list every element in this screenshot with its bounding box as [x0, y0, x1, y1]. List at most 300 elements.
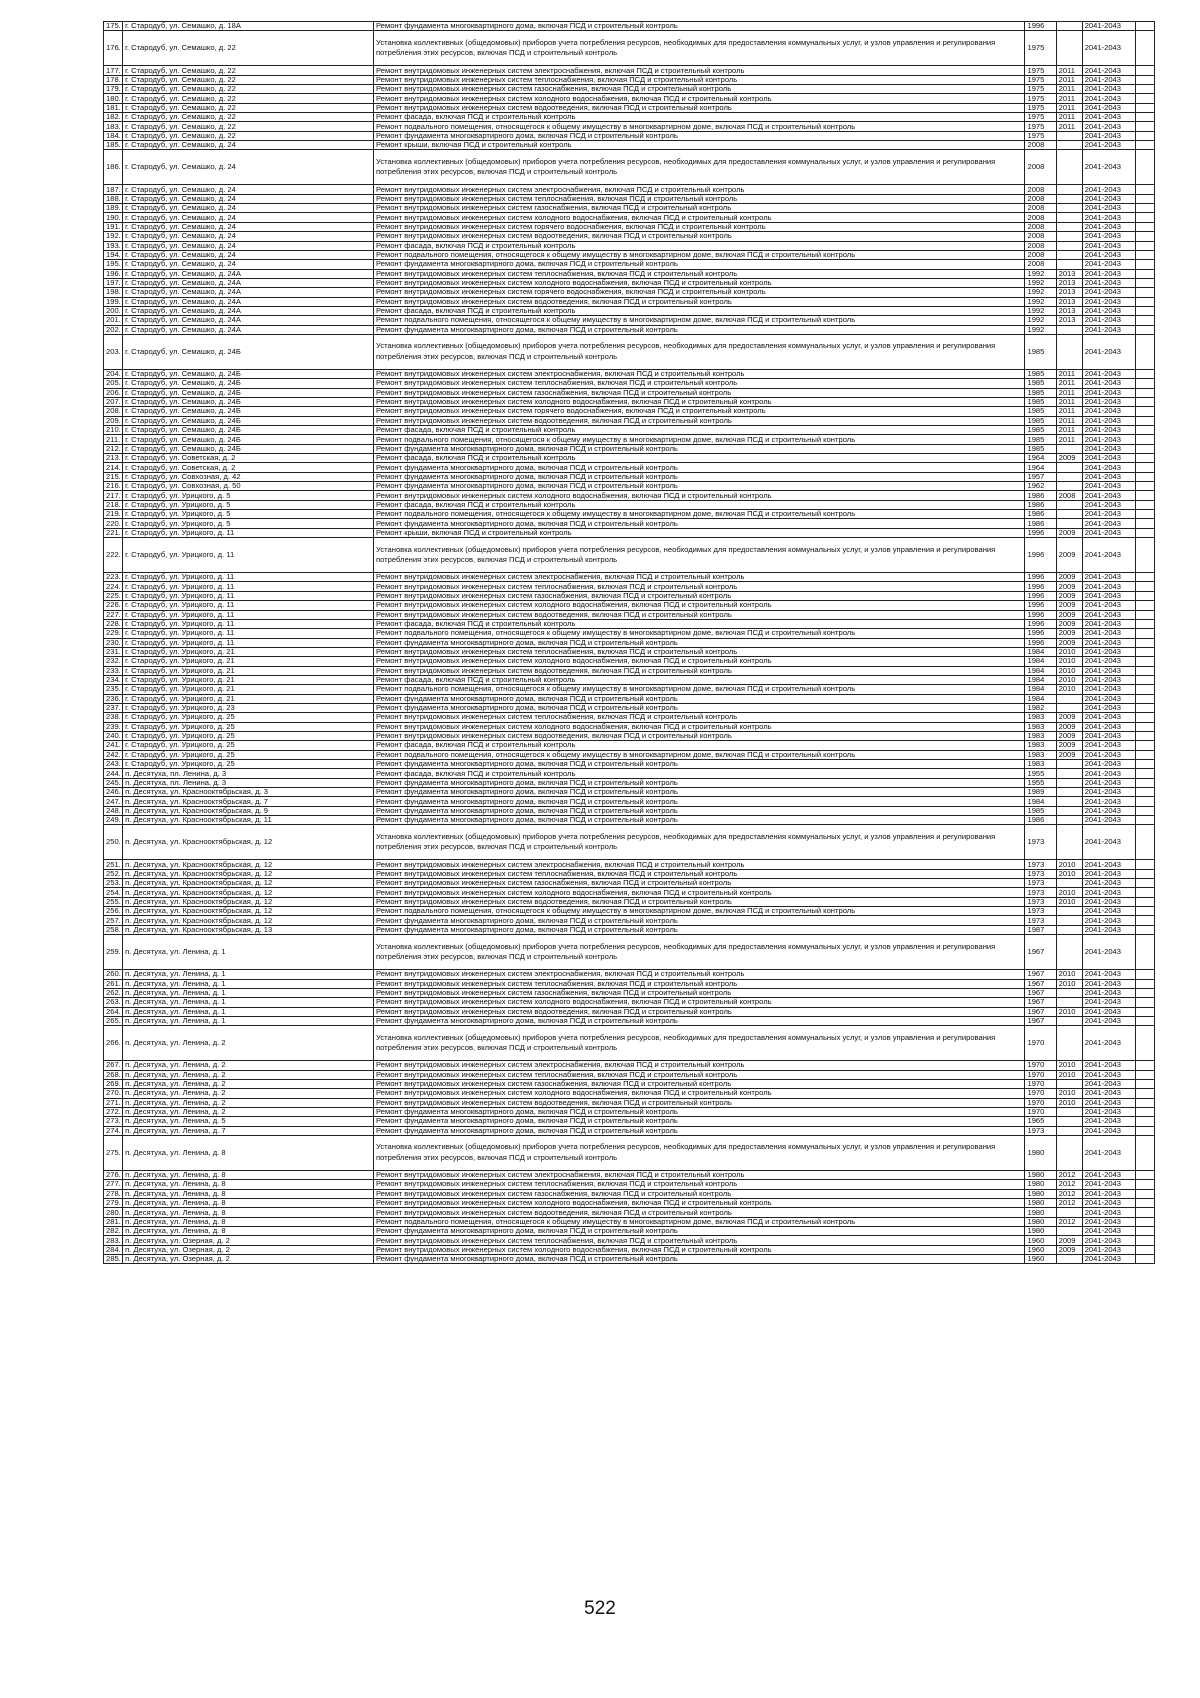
empty-cell — [1135, 1070, 1154, 1079]
year-built-cell: 1973 — [1025, 879, 1056, 888]
empty-cell — [1135, 860, 1154, 869]
table-row — [104, 988, 1155, 997]
empty-cell — [1135, 122, 1154, 131]
empty-cell — [1135, 150, 1154, 185]
row-number: 226. — [104, 601, 123, 610]
table-row — [104, 426, 1155, 435]
address-cell: г. Стародуб, ул. Семашко, д. 22 — [123, 103, 374, 112]
last-repair-year-cell: 2011 — [1056, 113, 1082, 122]
work-type-cell: Ремонт внутридомовых инженерных систем холодного водоснабжения, включая ПСД и строительный контроль — [374, 278, 1025, 287]
address-cell: г. Стародуб, ул. Семашко, д. 24Б — [123, 407, 374, 416]
empty-cell — [1135, 722, 1154, 731]
empty-cell — [1135, 979, 1154, 988]
address-cell: г. Стародуб, ул. Семашко, д. 22 — [123, 75, 374, 84]
row-number: 266. — [104, 1026, 123, 1061]
table-row — [104, 573, 1155, 582]
address-cell: п. Десятуха, ул. Ленина, д. 8 — [123, 1199, 374, 1208]
year-built-cell: 1967 — [1025, 998, 1056, 1007]
empty-cell — [1135, 685, 1154, 694]
row-number: 262. — [104, 988, 123, 997]
planned-period-cell: 2041-2043 — [1082, 979, 1135, 988]
empty-cell — [1135, 970, 1154, 979]
address-cell: г. Стародуб, ул. Семашко, д. 24А — [123, 306, 374, 315]
last-repair-year-cell — [1056, 1255, 1082, 1264]
last-repair-year-cell: 2011 — [1056, 379, 1082, 388]
empty-cell — [1135, 416, 1154, 425]
planned-period-cell: 2041-2043 — [1082, 85, 1135, 94]
address-cell: п. Десятуха, ул. Ленина, д. 8 — [123, 1170, 374, 1179]
address-cell: г. Стародуб, ул. Советская, д. 2 — [123, 463, 374, 472]
address-cell: г. Стародуб, ул. Урицкого, д. 11 — [123, 629, 374, 638]
address-cell: п. Десятуха, пл. Ленина, д. 3 — [123, 778, 374, 787]
table-row — [104, 806, 1155, 815]
address-cell: г. Стародуб, ул. Урицкого, д. 5 — [123, 500, 374, 509]
table-row — [104, 94, 1155, 103]
address-cell: г. Стародуб, ул. Семашко, д. 22 — [123, 85, 374, 94]
table-row — [104, 675, 1155, 684]
table-row — [104, 22, 1155, 31]
work-type-cell: Ремонт фундамента многоквартирного дома, включая ПСД и строительный контроль — [374, 325, 1025, 334]
year-built-cell: 1992 — [1025, 269, 1056, 278]
address-cell: п. Десятуха, ул. Ленина, д. 1 — [123, 1007, 374, 1016]
last-repair-year-cell — [1056, 150, 1082, 185]
table-row — [104, 778, 1155, 787]
work-type-cell: Ремонт фундамента многоквартирного дома, включая ПСД и строительный контроль — [374, 788, 1025, 797]
table-row — [104, 1079, 1155, 1088]
row-number: 185. — [104, 141, 123, 150]
planned-period-cell: 2041-2043 — [1082, 731, 1135, 740]
work-type-cell: Ремонт внутридомовых инженерных систем электроснабжения, включая ПСД и строительный контроль — [374, 185, 1025, 194]
year-built-cell: 1983 — [1025, 760, 1056, 769]
empty-cell — [1135, 998, 1154, 1007]
year-built-cell: 1967 — [1025, 1016, 1056, 1025]
table-row — [104, 316, 1155, 325]
address-cell: п. Десятуха, ул. Краснооктябрьская, д. 12 — [123, 860, 374, 869]
empty-cell — [1135, 85, 1154, 94]
row-number: 198. — [104, 288, 123, 297]
planned-period-cell: 2041-2043 — [1082, 454, 1135, 463]
address-cell: г. Стародуб, ул. Семашко, д. 22 — [123, 66, 374, 75]
last-repair-year-cell — [1056, 232, 1082, 241]
year-built-cell: 1975 — [1025, 122, 1056, 131]
year-built-cell: 1980 — [1025, 1189, 1056, 1198]
address-cell: г. Стародуб, ул. Урицкого, д. 21 — [123, 666, 374, 675]
year-built-cell: 1985 — [1025, 444, 1056, 453]
planned-period-cell: 2041-2043 — [1082, 435, 1135, 444]
year-built-cell: 1980 — [1025, 1227, 1056, 1236]
year-built-cell: 1964 — [1025, 454, 1056, 463]
last-repair-year-cell: 2010 — [1056, 888, 1082, 897]
planned-period-cell: 2041-2043 — [1082, 638, 1135, 647]
row-number: 218. — [104, 500, 123, 509]
planned-period-cell: 2041-2043 — [1082, 619, 1135, 628]
empty-cell — [1135, 66, 1154, 75]
year-built-cell: 1964 — [1025, 463, 1056, 472]
row-number: 260. — [104, 970, 123, 979]
year-built-cell: 1986 — [1025, 500, 1056, 509]
year-built-cell: 1967 — [1025, 1007, 1056, 1016]
address-cell: г. Стародуб, ул. Урицкого, д. 23 — [123, 703, 374, 712]
table-row — [104, 888, 1155, 897]
address-cell: п. Десятуха, ул. Ленина, д. 1 — [123, 970, 374, 979]
year-built-cell: 1985 — [1025, 435, 1056, 444]
planned-period-cell: 2041-2043 — [1082, 528, 1135, 537]
empty-cell — [1135, 306, 1154, 315]
planned-period-cell: 2041-2043 — [1082, 388, 1135, 397]
planned-period-cell: 2041-2043 — [1082, 1255, 1135, 1264]
table-row — [104, 638, 1155, 647]
address-cell: п. Десятуха, ул. Ленина, д. 1 — [123, 1016, 374, 1025]
table-row — [104, 998, 1155, 1007]
planned-period-cell: 2041-2043 — [1082, 647, 1135, 656]
table-row — [104, 925, 1155, 934]
planned-period-cell: 2041-2043 — [1082, 472, 1135, 481]
empty-cell — [1135, 988, 1154, 997]
table-row — [104, 788, 1155, 797]
planned-period-cell: 2041-2043 — [1082, 241, 1135, 250]
planned-period-cell: 2041-2043 — [1082, 444, 1135, 453]
planned-period-cell: 2041-2043 — [1082, 31, 1135, 66]
row-number: 191. — [104, 222, 123, 231]
work-type-cell: Ремонт фундамента многоквартирного дома, включая ПСД и строительный контроль — [374, 694, 1025, 703]
last-repair-year-cell — [1056, 1079, 1082, 1088]
work-type-cell: Ремонт подвального помещения, относящегося к общему имуществу в многоквартирном доме, включая ПСД и строительный контроль — [374, 629, 1025, 638]
year-built-cell: 1960 — [1025, 1245, 1056, 1254]
empty-cell — [1135, 463, 1154, 472]
address-cell: г. Стародуб, ул. Урицкого, д. 5 — [123, 491, 374, 500]
empty-cell — [1135, 379, 1154, 388]
year-built-cell: 1970 — [1025, 1026, 1056, 1061]
year-built-cell: 1983 — [1025, 750, 1056, 759]
year-built-cell: 1960 — [1025, 1236, 1056, 1245]
address-cell: г. Стародуб, ул. Урицкого, д. 11 — [123, 619, 374, 628]
last-repair-year-cell — [1056, 806, 1082, 815]
empty-cell — [1135, 629, 1154, 638]
empty-cell — [1135, 797, 1154, 806]
last-repair-year-cell: 2010 — [1056, 675, 1082, 684]
planned-period-cell: 2041-2043 — [1082, 797, 1135, 806]
year-built-cell: 1970 — [1025, 1079, 1056, 1088]
address-cell: г. Стародуб, ул. Урицкого, д. 25 — [123, 750, 374, 759]
planned-period-cell: 2041-2043 — [1082, 778, 1135, 787]
last-repair-year-cell: 2011 — [1056, 426, 1082, 435]
work-type-cell: Ремонт внутридомовых инженерных систем электроснабжения, включая ПСД и строительный контроль — [374, 369, 1025, 378]
planned-period-cell: 2041-2043 — [1082, 1245, 1135, 1254]
work-type-cell: Ремонт внутридомовых инженерных систем водоотведения, включая ПСД и строительный контроль — [374, 731, 1025, 740]
row-number: 204. — [104, 369, 123, 378]
table-row — [104, 232, 1155, 241]
planned-period-cell: 2041-2043 — [1082, 500, 1135, 509]
planned-period-cell: 2041-2043 — [1082, 806, 1135, 815]
year-built-cell: 1996 — [1025, 573, 1056, 582]
last-repair-year-cell: 2009 — [1056, 1245, 1082, 1254]
table-row — [104, 1016, 1155, 1025]
row-number: 206. — [104, 388, 123, 397]
last-repair-year-cell — [1056, 879, 1082, 888]
empty-cell — [1135, 778, 1154, 787]
empty-cell — [1135, 500, 1154, 509]
row-number: 210. — [104, 426, 123, 435]
planned-period-cell: 2041-2043 — [1082, 970, 1135, 979]
planned-period-cell: 2041-2043 — [1082, 879, 1135, 888]
year-built-cell: 1970 — [1025, 1107, 1056, 1116]
work-type-cell: Ремонт фундамента многоквартирного дома, включая ПСД и строительный контроль — [374, 778, 1025, 787]
last-repair-year-cell: 2010 — [1056, 1007, 1082, 1016]
empty-cell — [1135, 741, 1154, 750]
table-row — [104, 703, 1155, 712]
empty-cell — [1135, 647, 1154, 656]
row-number: 279. — [104, 1199, 123, 1208]
year-built-cell: 1984 — [1025, 685, 1056, 694]
table-row — [104, 463, 1155, 472]
empty-cell — [1135, 482, 1154, 491]
work-type-cell: Ремонт фундамента многоквартирного дома, включая ПСД и строительный контроль — [374, 482, 1025, 491]
row-number: 278. — [104, 1189, 123, 1198]
work-type-cell: Ремонт внутридомовых инженерных систем электроснабжения, включая ПСД и строительный контроль — [374, 66, 1025, 75]
year-built-cell: 1985 — [1025, 426, 1056, 435]
empty-cell — [1135, 491, 1154, 500]
last-repair-year-cell: 2009 — [1056, 750, 1082, 759]
year-built-cell: 1967 — [1025, 979, 1056, 988]
empty-cell — [1135, 213, 1154, 222]
work-type-cell: Ремонт фасада, включая ПСД и строительный контроль — [374, 741, 1025, 750]
empty-cell — [1135, 1026, 1154, 1061]
work-type-cell: Установка коллективных (общедомовых) приборов учета потребления ресурсов, необходимых для предоставления коммунальных услуг, и узлов управления и регулирования потребления этих ресурсов, включая ПСД и строительный контроль — [374, 1135, 1025, 1170]
table-row — [104, 510, 1155, 519]
work-type-cell: Ремонт внутридомовых инженерных систем электроснабжения, включая ПСД и строительный контроль — [374, 1061, 1025, 1070]
address-cell: п. Десятуха, пл. Ленина, д. 3 — [123, 769, 374, 778]
empty-cell — [1135, 869, 1154, 878]
empty-cell — [1135, 510, 1154, 519]
last-repair-year-cell: 2009 — [1056, 573, 1082, 582]
year-built-cell: 1970 — [1025, 1089, 1056, 1098]
empty-cell — [1135, 703, 1154, 712]
row-number: 264. — [104, 1007, 123, 1016]
table-row — [104, 103, 1155, 112]
table-row — [104, 1117, 1155, 1126]
row-number: 193. — [104, 241, 123, 250]
address-cell: г. Стародуб, ул. Семашко, д. 24Б — [123, 444, 374, 453]
table-row — [104, 334, 1155, 369]
planned-period-cell: 2041-2043 — [1082, 1061, 1135, 1070]
table-row — [104, 122, 1155, 131]
year-built-cell: 1992 — [1025, 278, 1056, 287]
empty-cell — [1135, 269, 1154, 278]
table-row — [104, 278, 1155, 287]
row-number: 258. — [104, 925, 123, 934]
year-built-cell: 1965 — [1025, 1117, 1056, 1126]
row-number: 270. — [104, 1089, 123, 1098]
planned-period-cell: 2041-2043 — [1082, 685, 1135, 694]
last-repair-year-cell: 2012 — [1056, 1217, 1082, 1226]
empty-cell — [1135, 619, 1154, 628]
planned-period-cell: 2041-2043 — [1082, 694, 1135, 703]
work-type-cell: Ремонт внутридомовых инженерных систем теплоснабжения, включая ПСД и строительный контроль — [374, 379, 1025, 388]
work-type-cell: Ремонт фасада, включая ПСД и строительный контроль — [374, 426, 1025, 435]
year-built-cell: 1983 — [1025, 731, 1056, 740]
work-type-cell: Ремонт внутридомовых инженерных систем водоотведения, включая ПСД и строительный контроль — [374, 103, 1025, 112]
address-cell: п. Десятуха, ул. Ленина, д. 8 — [123, 1135, 374, 1170]
table-row — [104, 907, 1155, 916]
planned-period-cell: 2041-2043 — [1082, 825, 1135, 860]
year-built-cell: 1989 — [1025, 788, 1056, 797]
empty-cell — [1135, 426, 1154, 435]
work-type-cell: Ремонт фасада, включая ПСД и строительный контроль — [374, 500, 1025, 509]
empty-cell — [1135, 1227, 1154, 1236]
empty-cell — [1135, 388, 1154, 397]
planned-period-cell: 2041-2043 — [1082, 185, 1135, 194]
row-number: 227. — [104, 610, 123, 619]
planned-period-cell: 2041-2043 — [1082, 657, 1135, 666]
table-row — [104, 713, 1155, 722]
page-number: 522 — [584, 1598, 616, 1619]
work-type-cell: Ремонт фундамента многоквартирного дома, включая ПСД и строительный контроль — [374, 1255, 1025, 1264]
table-row — [104, 825, 1155, 860]
empty-cell — [1135, 325, 1154, 334]
table-row — [104, 1026, 1155, 1061]
planned-period-cell: 2041-2043 — [1082, 288, 1135, 297]
year-built-cell: 1973 — [1025, 888, 1056, 897]
empty-cell — [1135, 925, 1154, 934]
address-cell: п. Десятуха, ул. Ленина, д. 8 — [123, 1217, 374, 1226]
year-built-cell: 2008 — [1025, 204, 1056, 213]
last-repair-year-cell — [1056, 241, 1082, 250]
year-built-cell: 1957 — [1025, 472, 1056, 481]
last-repair-year-cell: 2013 — [1056, 306, 1082, 315]
empty-cell — [1135, 591, 1154, 600]
year-built-cell: 1984 — [1025, 675, 1056, 684]
last-repair-year-cell — [1056, 907, 1082, 916]
last-repair-year-cell — [1056, 935, 1082, 970]
table-row — [104, 388, 1155, 397]
row-number: 190. — [104, 213, 123, 222]
row-number: 245. — [104, 778, 123, 787]
address-cell: г. Стародуб, ул. Семашко, д. 24Б — [123, 416, 374, 425]
empty-cell — [1135, 31, 1154, 66]
last-repair-year-cell — [1056, 769, 1082, 778]
row-number: 186. — [104, 150, 123, 185]
planned-period-cell: 2041-2043 — [1082, 463, 1135, 472]
last-repair-year-cell — [1056, 998, 1082, 1007]
row-number: 269. — [104, 1079, 123, 1088]
empty-cell — [1135, 1016, 1154, 1025]
table-row — [104, 407, 1155, 416]
address-cell: п. Десятуха, ул. Озерная, д. 2 — [123, 1236, 374, 1245]
row-number: 276. — [104, 1170, 123, 1179]
planned-period-cell: 2041-2043 — [1082, 491, 1135, 500]
work-type-cell: Ремонт фасада, включая ПСД и строительный контроль — [374, 675, 1025, 684]
empty-cell — [1135, 528, 1154, 537]
address-cell: г. Стародуб, ул. Урицкого, д. 25 — [123, 760, 374, 769]
table-row — [104, 1217, 1155, 1226]
work-type-cell: Ремонт внутридомовых инженерных систем электроснабжения, включая ПСД и строительный контроль — [374, 573, 1025, 582]
planned-period-cell: 2041-2043 — [1082, 722, 1135, 731]
last-repair-year-cell — [1056, 22, 1082, 31]
table-row — [104, 241, 1155, 250]
year-built-cell: 1970 — [1025, 1061, 1056, 1070]
year-built-cell: 1973 — [1025, 897, 1056, 906]
last-repair-year-cell: 2010 — [1056, 685, 1082, 694]
address-cell: п. Десятуха, ул. Краснооктябрьская, д. 7 — [123, 797, 374, 806]
row-number: 259. — [104, 935, 123, 970]
table-row — [104, 1199, 1155, 1208]
work-type-cell: Ремонт фасада, включая ПСД и строительный контроль — [374, 769, 1025, 778]
planned-period-cell: 2041-2043 — [1082, 573, 1135, 582]
work-type-cell: Установка коллективных (общедомовых) приборов учета потребления ресурсов, необходимых для предоставления коммунальных услуг, и узлов управления и регулирования потребления этих ресурсов, включая ПСД и строительный контроль — [374, 825, 1025, 860]
empty-cell — [1135, 194, 1154, 203]
work-type-cell: Ремонт фундамента многоквартирного дома, включая ПСД и строительный контроль — [374, 131, 1025, 140]
planned-period-cell: 2041-2043 — [1082, 75, 1135, 84]
address-cell: г. Стародуб, ул. Семашко, д. 24Б — [123, 426, 374, 435]
address-cell: г. Стародуб, ул. Семашко, д. 24 — [123, 260, 374, 269]
address-cell: п. Десятуха, ул. Ленина, д. 1 — [123, 998, 374, 1007]
table-row — [104, 260, 1155, 269]
table-row — [104, 879, 1155, 888]
work-type-cell: Ремонт внутридомовых инженерных систем холодного водоснабжения, включая ПСД и строительный контроль — [374, 1245, 1025, 1254]
table-row — [104, 1007, 1155, 1016]
planned-period-cell: 2041-2043 — [1082, 122, 1135, 131]
work-type-cell: Установка коллективных (общедомовых) приборов учета потребления ресурсов, необходимых для предоставления коммунальных услуг, и узлов управления и регулирования потребления этих ресурсов, включая ПСД и строительный контроль — [374, 1026, 1025, 1061]
row-number: 281. — [104, 1217, 123, 1226]
last-repair-year-cell: 2010 — [1056, 1089, 1082, 1098]
table-row — [104, 582, 1155, 591]
planned-period-cell: 2041-2043 — [1082, 582, 1135, 591]
empty-cell — [1135, 1236, 1154, 1245]
last-repair-year-cell: 2009 — [1056, 454, 1082, 463]
planned-period-cell: 2041-2043 — [1082, 510, 1135, 519]
last-repair-year-cell — [1056, 463, 1082, 472]
last-repair-year-cell — [1056, 816, 1082, 825]
work-type-cell: Ремонт подвального помещения, относящегося к общему имуществу в многоквартирном доме, включая ПСД и строительный контроль — [374, 1217, 1025, 1226]
address-cell: г. Стародуб, ул. Семашко, д. 24Б — [123, 388, 374, 397]
address-cell: г. Стародуб, ул. Урицкого, д. 11 — [123, 591, 374, 600]
year-built-cell: 2008 — [1025, 241, 1056, 250]
table-row — [104, 1180, 1155, 1189]
row-number: 275. — [104, 1135, 123, 1170]
empty-cell — [1135, 22, 1154, 31]
planned-period-cell: 2041-2043 — [1082, 935, 1135, 970]
planned-period-cell: 2041-2043 — [1082, 788, 1135, 797]
last-repair-year-cell — [1056, 204, 1082, 213]
last-repair-year-cell: 2009 — [1056, 538, 1082, 573]
row-number: 256. — [104, 907, 123, 916]
year-built-cell: 2008 — [1025, 260, 1056, 269]
year-built-cell: 1984 — [1025, 666, 1056, 675]
empty-cell — [1135, 1107, 1154, 1116]
address-cell: п. Десятуха, ул. Краснооктябрьская, д. 12 — [123, 916, 374, 925]
table-row — [104, 601, 1155, 610]
work-type-cell: Ремонт внутридомовых инженерных систем газоснабжения, включая ПСД и строительный контроль — [374, 988, 1025, 997]
table-row — [104, 141, 1155, 150]
address-cell: г. Стародуб, ул. Семашко, д. 24 — [123, 141, 374, 150]
row-number: 184. — [104, 131, 123, 140]
address-cell: г. Стародуб, ул. Урицкого, д. 11 — [123, 528, 374, 537]
year-built-cell: 1985 — [1025, 407, 1056, 416]
work-type-cell: Ремонт внутридомовых инженерных систем теплоснабжения, включая ПСД и строительный контроль — [374, 869, 1025, 878]
empty-cell — [1135, 1217, 1154, 1226]
year-built-cell: 1985 — [1025, 379, 1056, 388]
work-type-cell: Установка коллективных (общедомовых) приборов учета потребления ресурсов, необходимых для предоставления коммунальных услуг, и узлов управления и регулирования потребления этих ресурсов, включая ПСД и строительный контроль — [374, 935, 1025, 970]
last-repair-year-cell: 2009 — [1056, 713, 1082, 722]
year-built-cell: 1986 — [1025, 491, 1056, 500]
year-built-cell: 1973 — [1025, 860, 1056, 869]
work-type-cell: Ремонт внутридомовых инженерных систем теплоснабжения, включая ПСД и строительный контроль — [374, 1236, 1025, 1245]
planned-period-cell: 2041-2043 — [1082, 713, 1135, 722]
table-row — [104, 694, 1155, 703]
table-row — [104, 970, 1155, 979]
row-number: 246. — [104, 788, 123, 797]
address-cell: г. Стародуб, ул. Семашко, д. 24 — [123, 150, 374, 185]
